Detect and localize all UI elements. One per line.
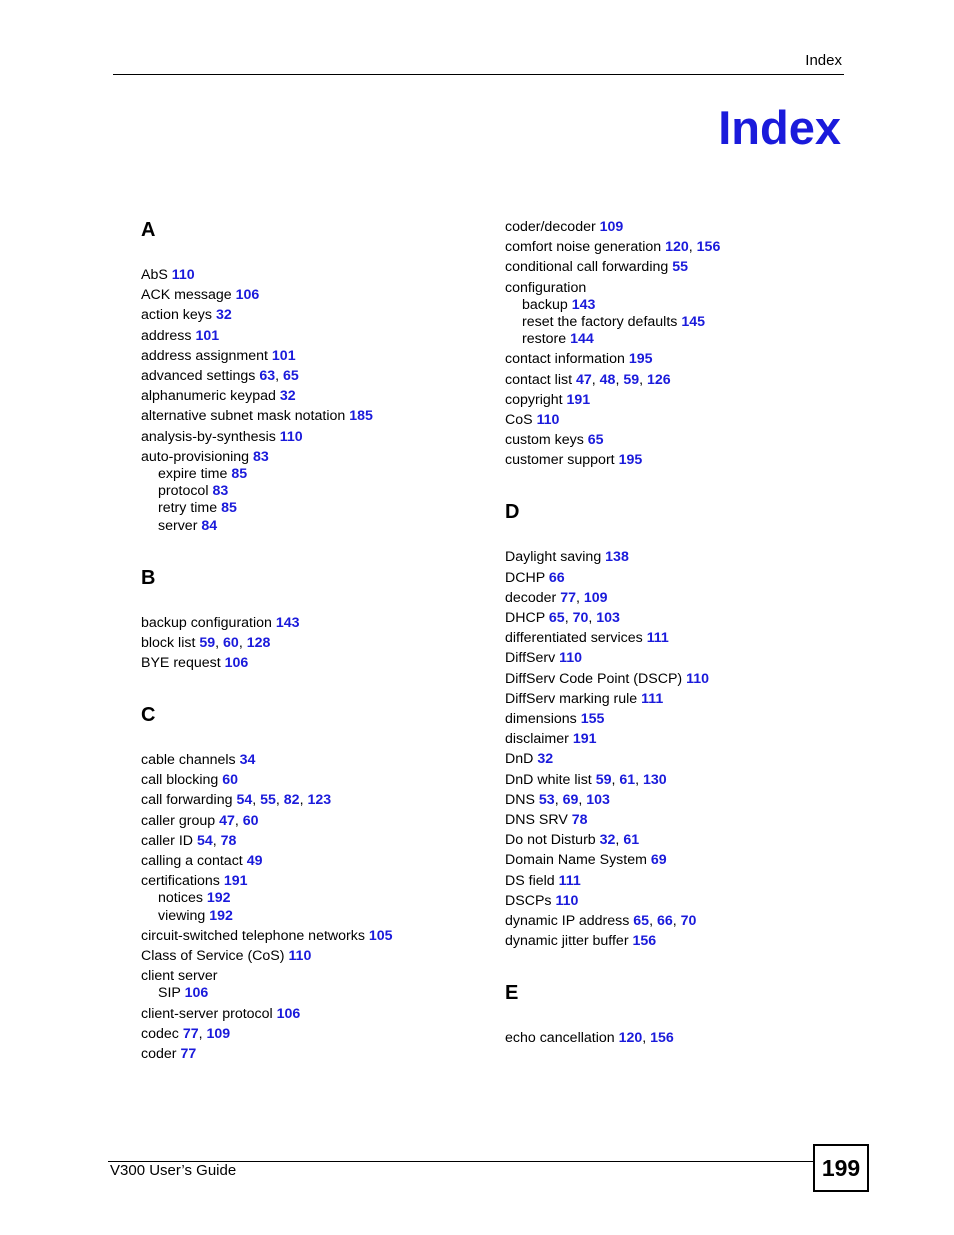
- index-entry: [505, 219, 623, 236]
- index-term: DnD white list: [505, 771, 592, 788]
- index-term: auto-provisioning: [141, 448, 250, 465]
- page-link[interactable]: 195: [618, 452, 643, 469]
- index-term: dimensions: [505, 711, 577, 727]
- index-term: coder: [141, 1046, 177, 1062]
- index-entry: caller group 47, 60: [141, 812, 259, 829]
- page-link[interactable]: 192: [209, 907, 233, 924]
- index-subentry: [158, 483, 228, 500]
- index-term: DHCP: [505, 610, 545, 626]
- index-term: block list: [141, 634, 196, 651]
- index-term: conditional call forwarding: [505, 259, 669, 276]
- index-subentry: [158, 985, 208, 1002]
- page-link[interactable]: 105: [368, 927, 393, 944]
- index-letter-b: B: [141, 566, 156, 589]
- page-link[interactable]: 65: [587, 432, 604, 449]
- index-term: server: [158, 517, 198, 534]
- index-term: cable channels: [141, 752, 236, 768]
- index-entry: [141, 348, 296, 365]
- page-link[interactable]: 47: [575, 371, 592, 388]
- index-term: configuration: [505, 279, 587, 296]
- index-term: backup configuration: [141, 614, 272, 631]
- page-link[interactable]: 59: [595, 771, 612, 788]
- index-entry: advanced settings 63, 65: [141, 368, 299, 384]
- index-entry: [505, 711, 604, 728]
- index-subentry: [158, 890, 231, 907]
- index-entry: [505, 751, 553, 768]
- page-link[interactable]: 55: [672, 259, 688, 276]
- page-link[interactable]: 111: [646, 630, 669, 647]
- index-entry: [141, 772, 238, 789]
- page-link[interactable]: 110: [279, 428, 303, 445]
- page-link[interactable]: 185: [349, 408, 373, 425]
- page-link[interactable]: 126: [647, 371, 671, 388]
- page-link[interactable]: 138: [605, 549, 629, 566]
- index-entry: [505, 549, 629, 566]
- index-entry: [505, 280, 586, 297]
- index-term: CoS: [505, 412, 533, 428]
- page-link[interactable]: 103: [586, 791, 610, 808]
- index-term: advanced settings: [141, 368, 256, 384]
- page-link[interactable]: 106: [235, 287, 260, 304]
- page-link[interactable]: 77: [180, 1046, 197, 1062]
- page-link[interactable]: 110: [288, 948, 312, 964]
- index-entry: [141, 615, 300, 632]
- index-term: disclaimer: [505, 731, 569, 748]
- page-link[interactable]: 156: [632, 933, 657, 950]
- page-link[interactable]: 70: [572, 610, 589, 626]
- page-link[interactable]: 60: [222, 772, 239, 789]
- index-term: protocol: [158, 483, 209, 500]
- page-link[interactable]: 83: [212, 483, 229, 500]
- page-link[interactable]: 59: [623, 371, 640, 388]
- index-entry: [141, 873, 247, 890]
- index-subentry: [158, 500, 237, 517]
- index-entry: [141, 307, 232, 324]
- index-term: analysis-by-synthesis: [141, 428, 276, 445]
- index-term: contact information: [505, 351, 625, 368]
- page-link[interactable]: 123: [307, 792, 332, 809]
- index-entry: [505, 812, 588, 829]
- index-subentry: [158, 518, 217, 535]
- page-link[interactable]: 143: [571, 296, 596, 313]
- header-rule: [113, 74, 844, 75]
- index-term: Domain Name System: [505, 852, 647, 869]
- index-letter-c: C: [141, 704, 156, 726]
- index-term: Do not Disturb: [505, 832, 596, 849]
- page-link[interactable]: 63: [259, 368, 276, 384]
- index-term: calling a contact: [141, 853, 243, 869]
- page-link[interactable]: 48: [599, 371, 616, 388]
- page-link[interactable]: 60: [242, 812, 259, 829]
- page-link[interactable]: 120: [618, 1030, 643, 1047]
- index-entry: comfort noise generation 120, 156: [505, 239, 721, 256]
- index-entry: block list 59, 60, 128: [141, 634, 271, 651]
- index-entry: [141, 287, 259, 304]
- page-link[interactable]: 54: [197, 832, 213, 849]
- index-term: DCHP: [505, 569, 545, 586]
- page-link[interactable]: 195: [628, 351, 653, 368]
- page-link[interactable]: 78: [220, 832, 237, 849]
- index-entry: [505, 852, 667, 869]
- index-subentry: [158, 466, 247, 483]
- index-term: client-server protocol: [141, 1005, 273, 1022]
- index-term: Class of Service (CoS): [141, 948, 285, 964]
- index-entry: [505, 392, 590, 409]
- page-link[interactable]: 109: [583, 589, 608, 606]
- index-subentry: [522, 314, 705, 331]
- index-term: BYE request: [141, 655, 221, 671]
- page-link[interactable]: 47: [219, 812, 235, 829]
- page-link[interactable]: 110: [555, 892, 579, 909]
- index-entry: [141, 408, 373, 425]
- index-entry: [505, 731, 596, 748]
- index-term: retry time: [158, 500, 218, 517]
- page-link[interactable]: 59: [199, 634, 216, 651]
- index-term: alternative subnet mask notation: [141, 408, 346, 425]
- index-term: copyright: [505, 391, 563, 408]
- page-link[interactable]: 191: [223, 873, 248, 890]
- index-entry: [141, 1006, 300, 1023]
- index-entry: [141, 948, 311, 965]
- page-link[interactable]: 34: [239, 752, 256, 768]
- page-link[interactable]: 145: [681, 314, 705, 330]
- page-link[interactable]: 77: [560, 589, 577, 606]
- page-link[interactable]: 109: [599, 219, 624, 235]
- page-link[interactable]: 82: [283, 792, 300, 809]
- page-link[interactable]: 106: [276, 1005, 301, 1022]
- index-letter-e: E: [505, 982, 519, 1005]
- index-entry: [505, 259, 688, 276]
- page-number: 199: [813, 1144, 869, 1192]
- page-link[interactable]: 53: [538, 791, 555, 808]
- index-entry: [141, 267, 195, 284]
- index-entry: [505, 893, 578, 910]
- index-term: client server: [141, 968, 218, 985]
- index-letter-a: A: [141, 219, 156, 241]
- index-term: call forwarding: [141, 792, 233, 809]
- page-link[interactable]: 120: [665, 239, 689, 256]
- page-link[interactable]: 128: [246, 634, 271, 651]
- page-link[interactable]: 32: [215, 307, 232, 324]
- page-link[interactable]: 85: [221, 500, 237, 517]
- page-link[interactable]: 70: [680, 913, 697, 929]
- page-link[interactable]: 83: [253, 448, 269, 465]
- index-entry: contact list 47, 48, 59, 126: [505, 371, 671, 388]
- page-link[interactable]: 54: [236, 792, 253, 809]
- index-term: restore: [522, 331, 567, 348]
- index-term: caller group: [141, 812, 216, 829]
- index-term: reset the factory defaults: [522, 314, 678, 330]
- page-link[interactable]: 32: [279, 388, 296, 405]
- index-term: caller ID: [141, 832, 194, 849]
- index-entry: call forwarding 54, 55, 82, 123: [141, 792, 332, 809]
- index-term: dynamic jitter buffer: [505, 933, 629, 950]
- index-entry: [505, 412, 559, 429]
- page-link[interactable]: 110: [559, 650, 583, 667]
- page-link[interactable]: 110: [686, 670, 709, 687]
- page-link[interactable]: 130: [643, 771, 667, 788]
- index-term: DNS SRV: [505, 812, 568, 828]
- index-entry: DNS 53, 69, 103: [505, 791, 610, 808]
- index-term: custom keys: [505, 432, 584, 449]
- index-term: echo cancellation: [505, 1030, 615, 1047]
- index-entry: [505, 630, 669, 647]
- page-link[interactable]: 77: [182, 1025, 199, 1042]
- page-link[interactable]: 191: [572, 731, 597, 748]
- index-entry: [141, 449, 269, 466]
- index-entry: [141, 853, 262, 870]
- index-term: circuit-switched telephone networks: [141, 927, 365, 944]
- index-entry: codec 77, 109: [141, 1025, 231, 1042]
- index-entry: echo cancellation 120, 156: [505, 1030, 674, 1047]
- page-link[interactable]: 69: [562, 791, 579, 808]
- page-link[interactable]: 32: [599, 832, 616, 849]
- index-entry: DHCP 65, 70, 103: [505, 610, 620, 626]
- page-link[interactable]: 106: [224, 655, 249, 671]
- page-link[interactable]: 85: [231, 466, 248, 482]
- page-link[interactable]: 144: [570, 331, 594, 348]
- index-term: dynamic IP address: [505, 913, 630, 929]
- page-link[interactable]: 55: [260, 792, 276, 809]
- page-link[interactable]: 191: [566, 391, 591, 408]
- index-entry: dynamic IP address 65, 66, 70: [505, 913, 697, 929]
- index-entry: [505, 933, 656, 950]
- index-term: notices: [158, 890, 203, 907]
- footer-guide-title: V300 User’s Guide: [110, 1162, 237, 1179]
- index-term: address assignment: [141, 347, 268, 364]
- index-entry: [141, 328, 219, 345]
- page-title: Index: [718, 101, 841, 154]
- index-entry: Do not Disturb 32, 61: [505, 832, 640, 849]
- index-term: DSCPs: [505, 892, 552, 909]
- page-link[interactable]: 60: [223, 634, 239, 651]
- page-link[interactable]: 32: [537, 751, 554, 768]
- index-term: customer support: [505, 452, 615, 469]
- index-term: address: [141, 327, 192, 344]
- index-term: backup: [522, 296, 568, 313]
- index-entry: caller ID 54, 78: [141, 832, 237, 849]
- index-subentry: [522, 297, 595, 314]
- index-entry: [505, 432, 604, 449]
- index-term: contact list: [505, 371, 573, 388]
- page-link[interactable]: 192: [206, 890, 231, 907]
- index-subentry: [522, 331, 594, 348]
- index-entry: [505, 873, 581, 890]
- index-entry: [505, 671, 709, 688]
- page-link[interactable]: 111: [641, 690, 664, 707]
- index-term: decoder: [505, 589, 557, 606]
- page-link[interactable]: 78: [571, 812, 588, 828]
- index-entry: decoder 77, 109: [505, 589, 608, 606]
- index-term: ACK message: [141, 287, 232, 304]
- index-entry: [505, 691, 663, 708]
- header-section-label: Index: [805, 52, 842, 69]
- index-term: DiffServ: [505, 650, 556, 667]
- page-link[interactable]: 101: [271, 347, 296, 364]
- index-entry: [505, 650, 582, 667]
- index-term: DiffServ Code Point (DSCP): [505, 670, 683, 687]
- index-term: coder/decoder: [505, 219, 596, 235]
- index-entry: [141, 752, 255, 769]
- page-link[interactable]: 110: [171, 267, 195, 283]
- page-link[interactable]: 66: [656, 913, 673, 929]
- page-link[interactable]: 49: [246, 853, 263, 869]
- index-entry: [141, 1046, 196, 1063]
- index-entry: [141, 928, 393, 945]
- index-term: DS field: [505, 872, 555, 889]
- index-term: SIP: [158, 985, 181, 1002]
- index-entry: [505, 452, 642, 469]
- index-term: viewing: [158, 907, 206, 924]
- page-link[interactable]: 61: [619, 771, 636, 788]
- index-term: DNS: [505, 791, 535, 808]
- index-term: alphanumeric keypad: [141, 388, 276, 405]
- page-link[interactable]: 66: [548, 569, 565, 586]
- page-link[interactable]: 111: [558, 872, 581, 889]
- page-link[interactable]: 69: [650, 852, 667, 869]
- index-term: expire time: [158, 466, 228, 482]
- index-entry: [141, 388, 296, 405]
- index-entry: [505, 351, 653, 368]
- index-term: certifications: [141, 873, 220, 890]
- page-link[interactable]: 106: [184, 985, 209, 1002]
- page-link[interactable]: 103: [596, 610, 620, 626]
- page-link[interactable]: 65: [548, 610, 565, 626]
- index-term: AbS: [141, 267, 168, 283]
- index-term: call blocking: [141, 772, 219, 789]
- index-entry: DnD white list 59, 61, 130: [505, 771, 667, 788]
- page-link[interactable]: 101: [195, 327, 220, 344]
- page-link[interactable]: 109: [206, 1025, 231, 1042]
- index-term: codec: [141, 1025, 179, 1042]
- page-link[interactable]: 65: [633, 913, 650, 929]
- index-entry: [141, 968, 217, 985]
- index-entry: [141, 655, 248, 672]
- index-term: comfort noise generation: [505, 239, 662, 256]
- index-subentry: [158, 908, 233, 925]
- index-term: DnD: [505, 751, 534, 768]
- index-entry: [141, 429, 303, 446]
- page-link[interactable]: 156: [650, 1030, 674, 1047]
- index-term: action keys: [141, 307, 212, 324]
- page-link[interactable]: 110: [536, 412, 560, 428]
- page-link[interactable]: 84: [201, 517, 218, 534]
- page-link[interactable]: 65: [283, 368, 299, 384]
- page-link[interactable]: 143: [275, 614, 300, 631]
- index-entry: [505, 570, 565, 587]
- page-link[interactable]: 156: [696, 239, 721, 256]
- index-term: Daylight saving: [505, 549, 602, 566]
- index-letter-d: D: [505, 501, 520, 524]
- index-term: DiffServ marking rule: [505, 690, 638, 707]
- page-link[interactable]: 155: [580, 711, 605, 727]
- page-link[interactable]: 61: [623, 832, 640, 849]
- index-term: differentiated services: [505, 630, 643, 647]
